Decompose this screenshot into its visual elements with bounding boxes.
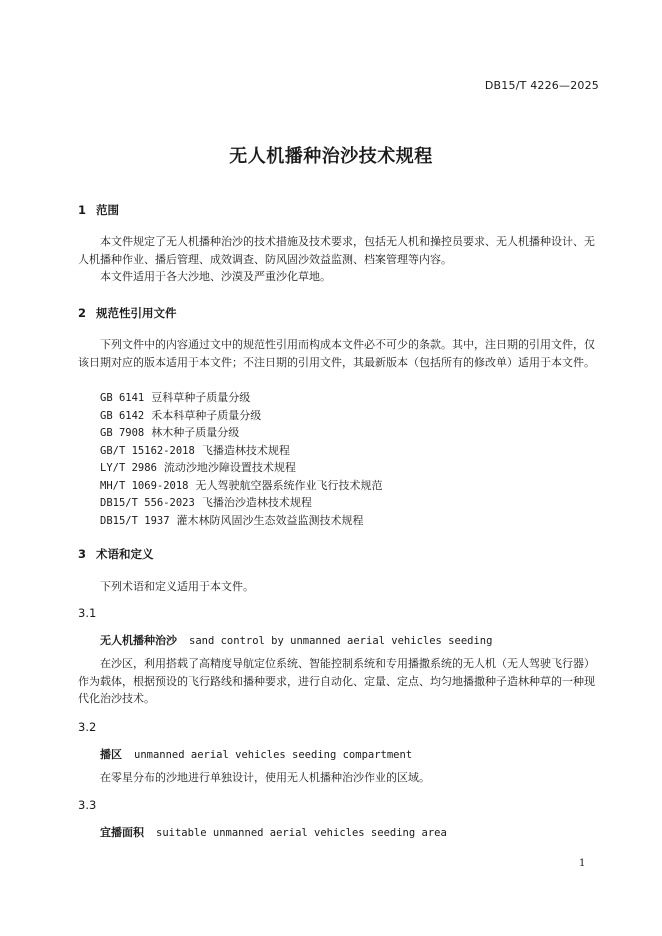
term-number: 3.2 (78, 720, 97, 734)
term-english: suitable unmanned aerial vehicles seeding area (156, 827, 447, 839)
reference-item (100, 389, 250, 405)
reference-item (100, 424, 239, 440)
reference-name: 林木种子质量分级 (151, 426, 240, 439)
normative-refs-paragraph: 下列文件中的内容通过文中的规范性引用而构成本文件必不可少的条款。其中，注日期的引用文件，仅该日期对应的版本适用于本文件；不注日期的引用文件，其最新版本（包括所有的修改单）适用于本文件。 (78, 338, 595, 369)
reference-item (100, 512, 364, 528)
section-title: 术语和定义 (96, 547, 154, 561)
reference-item (100, 494, 312, 510)
scope-paragraph-1: 本文件规定了无人机播种治沙的技术措施及技术要求，包括无人机和操控员要求、无人机播种设计、无人机播种作业、播后管理、成效调查、防风固沙效益监测、档案管理等内容。 (78, 235, 595, 266)
reference-code: MH/T 1069-2018 (100, 480, 189, 492)
term-number: 3.3 (78, 798, 97, 812)
section-1-heading (78, 202, 119, 218)
reference-code: GB 6141 (100, 392, 145, 404)
section-title: 范围 (96, 203, 119, 217)
reference-code: DB15/T 1937 (100, 515, 170, 527)
section-number: 1 (78, 203, 87, 217)
reference-name: 流动沙地沙障设置技术规程 (163, 461, 296, 474)
section-number: 3 (78, 547, 87, 561)
reference-item (100, 407, 261, 423)
section-title: 规范性引用文件 (96, 306, 177, 320)
reference-item (100, 477, 383, 493)
reference-code: LY/T 2986 (100, 462, 157, 474)
scope-paragraph-2: 本文件适用于各大沙地、沙漠及严重沙化草地。 (100, 270, 331, 283)
reference-code: GB/T 15162-2018 (100, 445, 195, 457)
reference-name: 飞播治沙造林技术规程 (201, 496, 312, 509)
reference-code: GB 6142 (100, 410, 145, 422)
section-3-heading (78, 546, 154, 562)
reference-name: 灌木林防风固沙生态效益监测技术规程 (176, 514, 364, 527)
term-chinese: 播区 (100, 748, 122, 761)
section-number: 2 (78, 306, 87, 320)
term-english: unmanned aerial vehicles seeding compartment (134, 749, 413, 761)
term-number: 3.1 (78, 606, 97, 620)
reference-item (100, 459, 296, 475)
standard-code: DB15/T 4226—2025 (484, 79, 599, 92)
term-definition: 在沙区，利用搭载了高精度导航定位系统、智能控制系统和专用播撒系统的无人机（无人驾驶飞行器）作为载体，根据预设的飞行路线和播种要求，进行自动化、定量、定点、均匀地播撒种子造林种草的一种现代化治沙技术。 (78, 657, 595, 706)
reference-name: 禾本科草种子质量分级 (151, 409, 262, 422)
reference-code: DB15/T 556-2023 (100, 497, 195, 509)
term-chinese: 无人机播种治沙 (100, 634, 177, 647)
reference-name: 无人驾驶航空器系统作业飞行技术规范 (195, 479, 383, 492)
term-definition: 在零星分布的沙地进行单独设计，使用无人机播种治沙作业的区域。 (100, 771, 430, 784)
term-heading (100, 824, 447, 840)
document-title: 无人机播种治沙技术规程 (229, 146, 433, 167)
reference-name: 豆科草种子质量分级 (151, 391, 251, 404)
term-english: sand control by unmanned aerial vehicles seeding (189, 635, 493, 647)
reference-item (100, 442, 290, 458)
reference-name: 飞播造林技术规程 (201, 444, 290, 457)
reference-code: GB 7908 (100, 427, 145, 439)
term-heading (100, 632, 492, 648)
terms-intro: 下列术语和定义适用于本文件。 (100, 580, 254, 593)
section-2-heading (78, 305, 177, 321)
term-heading (100, 746, 412, 762)
term-chinese: 宜播面积 (100, 826, 144, 839)
page-number: 1 (579, 858, 586, 869)
